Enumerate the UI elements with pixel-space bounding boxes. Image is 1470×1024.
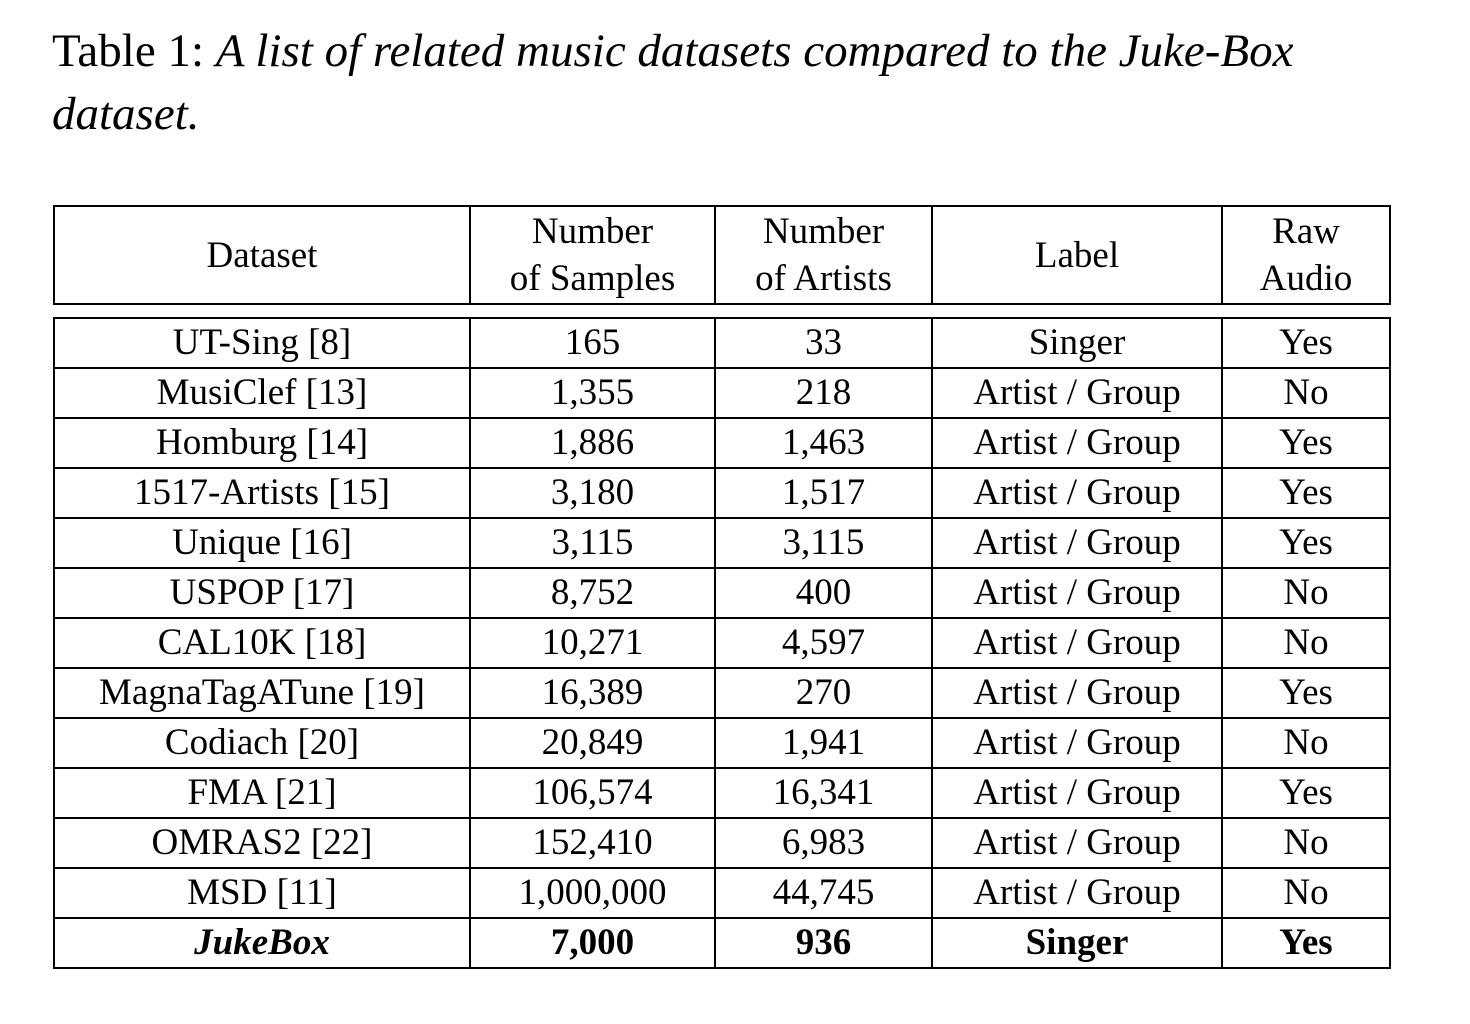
table-body	[53, 317, 1391, 969]
highlight-row	[54, 918, 1390, 968]
samples-cell: 1,000,000	[470, 868, 715, 918]
table-header	[53, 205, 1391, 305]
artists-cell: 33	[715, 318, 932, 368]
table-caption	[52, 20, 1412, 146]
samples-cell: 1,355	[470, 368, 715, 418]
header-num-artists-line-1: Number	[762, 211, 885, 252]
artists-cell: 44,745	[715, 868, 932, 918]
artists-cell: 3,115	[715, 518, 932, 568]
header-raw-audio	[1222, 206, 1390, 304]
table-row	[54, 568, 1390, 618]
samples-cell: 7,000	[470, 918, 715, 968]
table-row	[54, 618, 1390, 668]
label-cell: Artist / Group	[932, 468, 1222, 518]
header-raw-audio-line-1: Raw	[1272, 211, 1340, 252]
dataset-cell: MusiClef [13]	[54, 368, 470, 418]
table-row	[54, 718, 1390, 768]
label-cell: Artist / Group	[932, 668, 1222, 718]
header-num-samples-line-2: of Samples	[509, 258, 676, 299]
dataset-cell: Unique [16]	[54, 518, 470, 568]
raw-audio-cell: Yes	[1222, 468, 1390, 518]
raw-audio-cell: No	[1222, 568, 1390, 618]
header-num-samples	[470, 206, 715, 304]
table-row	[54, 418, 1390, 468]
artists-cell: 218	[715, 368, 932, 418]
raw-audio-cell: Yes	[1222, 518, 1390, 568]
artists-cell: 16,341	[715, 768, 932, 818]
raw-audio-cell: No	[1222, 618, 1390, 668]
label-cell: Artist / Group	[932, 568, 1222, 618]
samples-cell: 165	[470, 318, 715, 368]
caption-text: A list of related music datasets compared to the Juke-Box dataset.	[52, 25, 1294, 140]
raw-audio-cell: No	[1222, 818, 1390, 868]
label-cell: Artist / Group	[932, 868, 1222, 918]
label-cell: Artist / Group	[932, 368, 1222, 418]
artists-cell: 6,983	[715, 818, 932, 868]
samples-cell: 1,886	[470, 418, 715, 468]
samples-cell: 20,849	[470, 718, 715, 768]
table-row	[54, 518, 1390, 568]
dataset-cell: USPOP [17]	[54, 568, 470, 618]
dataset-cell: MagnaTagATune [19]	[54, 668, 470, 718]
label-cell: Artist / Group	[932, 618, 1222, 668]
caption-prefix: Table 1:	[52, 25, 216, 77]
header-label	[932, 206, 1222, 304]
artists-cell: 270	[715, 668, 932, 718]
label-cell: Artist / Group	[932, 818, 1222, 868]
artists-cell: 400	[715, 568, 932, 618]
samples-cell: 3,115	[470, 518, 715, 568]
samples-cell: 10,271	[470, 618, 715, 668]
header-num-samples-line-1: Number	[531, 211, 654, 252]
header-raw-audio-line-2: Audio	[1259, 258, 1353, 299]
header-num-artists	[715, 206, 932, 304]
raw-audio-cell: Yes	[1222, 768, 1390, 818]
label-cell: Artist / Group	[932, 518, 1222, 568]
label-cell: Singer	[932, 318, 1222, 368]
samples-cell: 152,410	[470, 818, 715, 868]
dataset-cell: JukeBox	[54, 918, 470, 968]
header-label-line-1: Label	[1034, 234, 1120, 276]
table-row	[54, 368, 1390, 418]
header-row	[54, 206, 1390, 304]
artists-cell: 1,463	[715, 418, 932, 468]
artists-cell: 1,517	[715, 468, 932, 518]
raw-audio-cell: No	[1222, 718, 1390, 768]
artists-cell: 936	[715, 918, 932, 968]
label-cell: Artist / Group	[932, 718, 1222, 768]
dataset-cell: FMA [21]	[54, 768, 470, 818]
raw-audio-cell: Yes	[1222, 668, 1390, 718]
dataset-cell: Homburg [14]	[54, 418, 470, 468]
header-dataset	[54, 206, 470, 304]
samples-cell: 8,752	[470, 568, 715, 618]
raw-audio-cell: Yes	[1222, 918, 1390, 968]
table-row	[54, 668, 1390, 718]
label-cell: Artist / Group	[932, 418, 1222, 468]
table-row	[54, 318, 1390, 368]
raw-audio-cell: No	[1222, 368, 1390, 418]
dataset-cell: Codiach [20]	[54, 718, 470, 768]
table-row	[54, 868, 1390, 918]
samples-cell: 3,180	[470, 468, 715, 518]
samples-cell: 106,574	[470, 768, 715, 818]
dataset-cell: UT-Sing [8]	[54, 318, 470, 368]
dataset-cell: MSD [11]	[54, 868, 470, 918]
dataset-cell: 1517-Artists [15]	[54, 468, 470, 518]
label-cell: Artist / Group	[932, 768, 1222, 818]
raw-audio-cell: Yes	[1222, 318, 1390, 368]
artists-cell: 4,597	[715, 618, 932, 668]
table-row	[54, 768, 1390, 818]
header-num-artists-line-2: of Artists	[755, 258, 892, 299]
label-cell: Singer	[932, 918, 1222, 968]
table-row	[54, 468, 1390, 518]
dataset-cell: CAL10K [18]	[54, 618, 470, 668]
artists-cell: 1,941	[715, 718, 932, 768]
samples-cell: 16,389	[470, 668, 715, 718]
dataset-cell: OMRAS2 [22]	[54, 818, 470, 868]
raw-audio-cell: No	[1222, 868, 1390, 918]
raw-audio-cell: Yes	[1222, 418, 1390, 468]
table-row	[54, 818, 1390, 868]
header-dataset-line-1: Dataset	[206, 234, 318, 276]
